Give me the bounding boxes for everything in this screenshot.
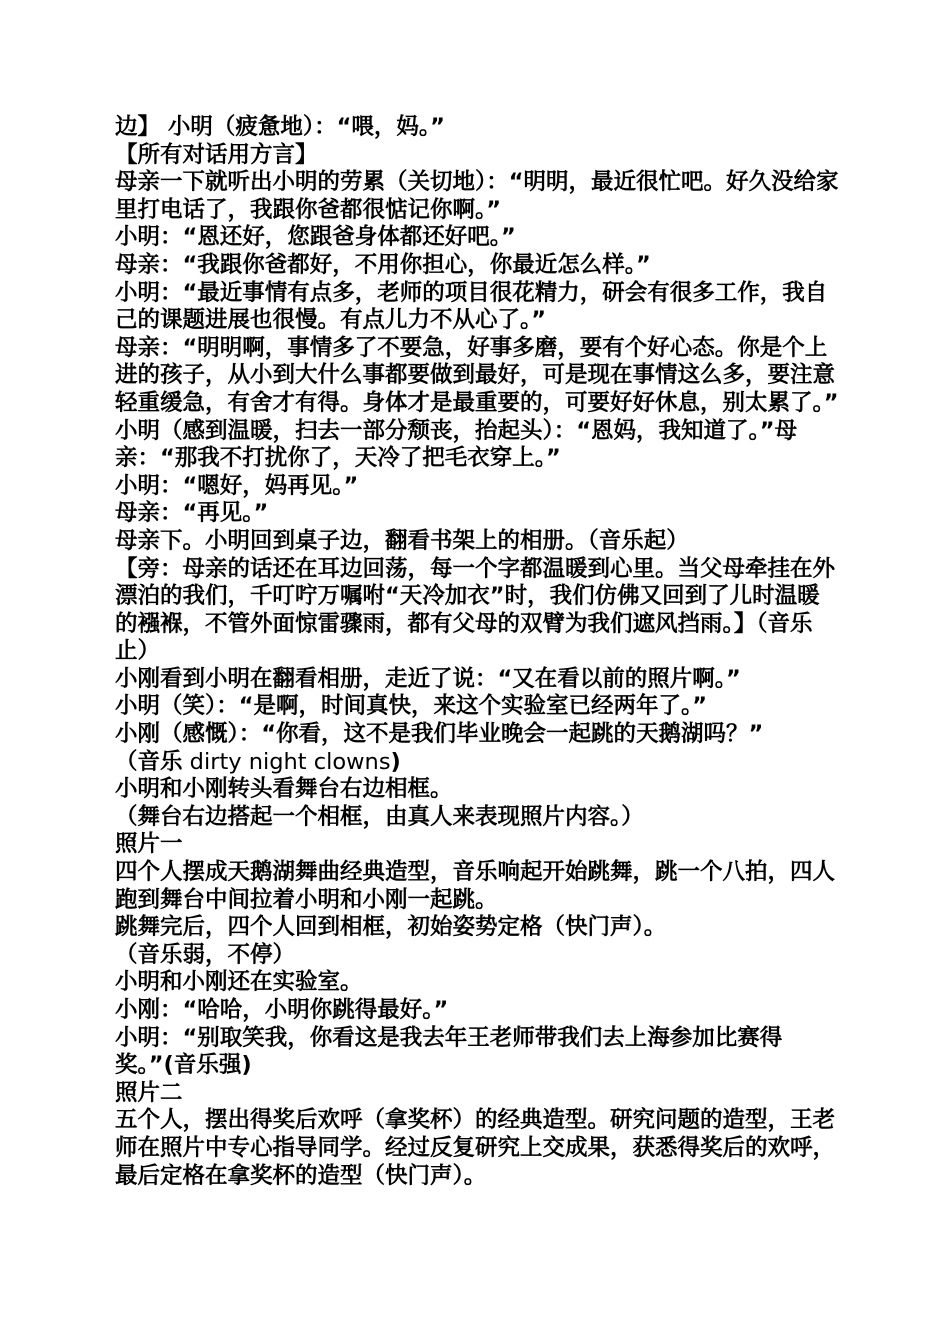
paragraph: 【旁：母亲的话还在耳边回荡，每一个字都温暖到心里。当父母牵挂在外漂泊的我们，千叮咛万嘱咐“天冷加衣”时，我们仿佛又回到了儿时温暖的襁褓，不管外面惊雷骤雨，都有父母的双臂为我们遮风挡雨。】（音乐止） (115, 555, 836, 665)
paragraph: 五个人，摆出得奖后欢呼（拿奖杯）的经典造型。研究问题的造型，王老师在照片中专心指导同学。经过反复研究上交成果，获悉得奖后的欢呼，最后定格在拿奖杯的造型（快门声）。 (115, 1107, 836, 1189)
paragraph: 小明：“恩还好，您跟爸身体都还好吧。” (115, 224, 516, 251)
paragraph: （舞台右边搭起一个相框，由真人来表现照片内容。） (115, 803, 644, 830)
paragraph: 跳舞完后，四个人回到相框，初始姿势定格（快门声）。 (115, 914, 667, 941)
paragraph: 母亲一下就听出小明的劳累（关切地）：“明明，最近很忙吧。好久没给家里打电话了，我跟你爸都很惦记你啊。” (115, 169, 839, 223)
section-heading: 照片一 (115, 831, 183, 858)
paragraph: 小刚：“哈哈，小明你跳得最好。” (115, 997, 449, 1023)
paragraph: 小明：“嗯好，妈再见。” (115, 472, 359, 499)
paragraph: 母亲下。小明回到桌子边，翻看书架上的相册。（音乐起） (115, 527, 689, 554)
paragraph: 小明（笑）：“是啊，时间真快，来这个实验室已经两年了。” (115, 693, 708, 720)
music-cue-prefix: （音乐 (115, 748, 183, 775)
paragraph: 母亲：“再见。” (115, 500, 269, 527)
paragraph: 小刚看到小明在翻看相册，走近了说：“又在看以前的照片啊。” (115, 665, 741, 692)
paragraph: 母亲：“明明啊，事情多了不要急，好事多磨，要有个好心态。你是个上进的孩子，从小到大什么事都要做到最好，可是现在事情这么多，要注意轻重缓急，有舍才有得。身体才是最重要的，可要好好休息，别太累了。” (115, 334, 839, 416)
paragraph: （音乐弱，不停） (115, 941, 296, 968)
paragraph: 【所有对话用方言】 (115, 141, 318, 168)
paragraph: 小明（感到温暖，扫去一部分颓丧，抬起头）：“恩妈，我知道了。”母亲：“那我不打扰你了，天冷了把毛衣穿上。” (115, 417, 798, 472)
paragraph: 小刚（感慨）：“你看，这不是我们毕业晚会一起跳的天鹅湖吗？” (115, 721, 764, 748)
paragraph: 小明和小刚转头看舞台右边相框。 (115, 776, 453, 803)
music-cue-line (115, 749, 840, 777)
section-heading: 照片二 (115, 1079, 183, 1106)
music-cue-close: ) (390, 748, 401, 775)
script-text (115, 114, 840, 1190)
paragraph: 母亲：“我跟你爸都好，不用你担心，你最近怎么样。” (115, 251, 651, 278)
paragraph: 小明和小刚还在实验室。 (115, 969, 363, 996)
paragraph: 边】 小明（疲惫地）：“喂，妈。” (115, 114, 445, 140)
paragraph: 小明：“最近事情有点多，老师的项目很花精力，研会有很多工作，我自己的课题进展也很慢。有点儿力不从心了。” (115, 279, 828, 334)
paragraph: 四个人摆成天鹅湖舞曲经典造型，音乐响起开始跳舞，跳一个八拍，四人跑到舞台中间拉着小明和小刚一起跳。 (115, 859, 836, 913)
music-name: dirty night clowns (182, 748, 391, 775)
paragraph: 小明：“别取笑我，你看这是我去年王老师带我们去上海参加比赛得奖。”(音乐强) (115, 1024, 783, 1079)
